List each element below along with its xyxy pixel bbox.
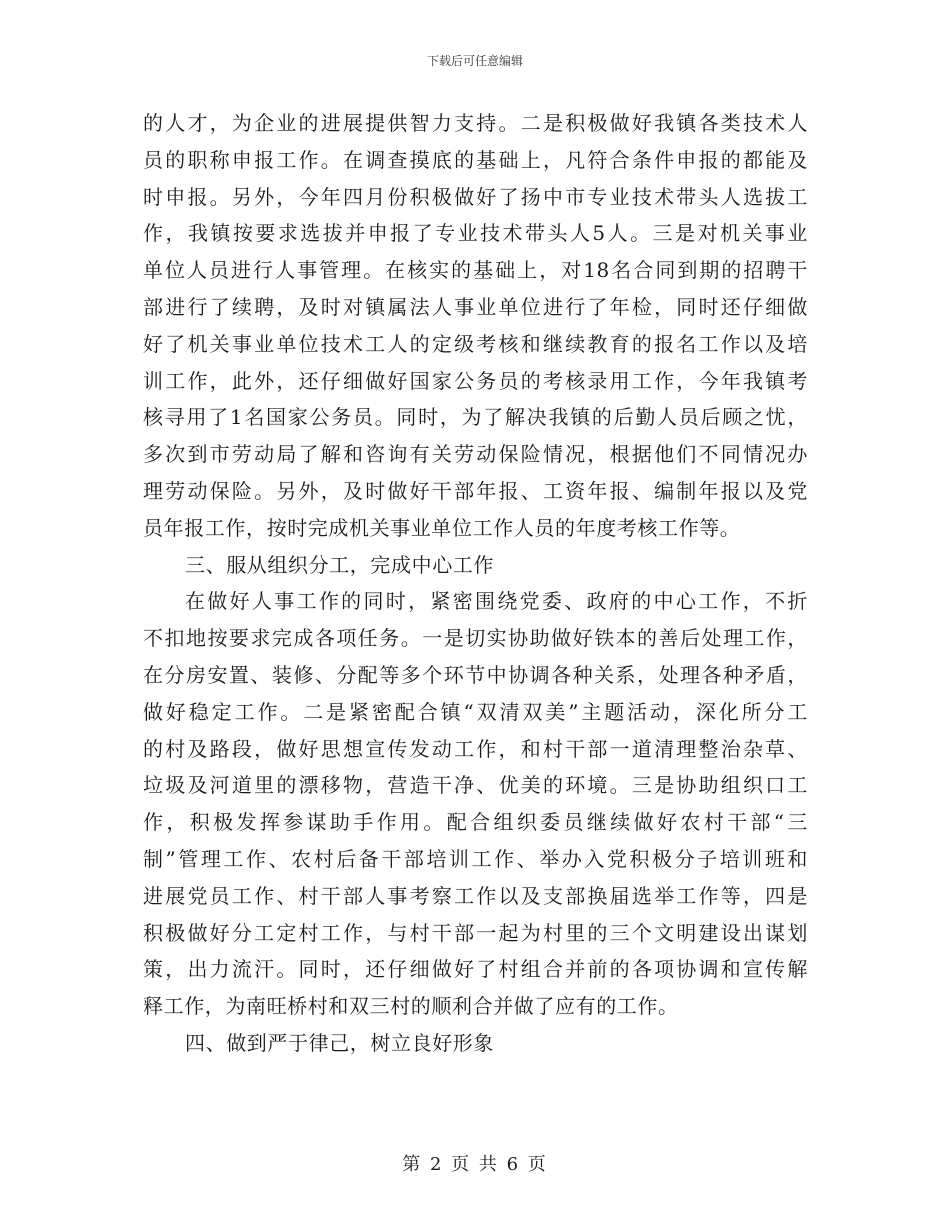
text-line: 员的职称申报工作。在调查摸底的基础上，凡符合条件申报的都能及	[143, 147, 808, 172]
text-line: 垃圾及河道里的漂移物，营造干净、优美的环境。三是协助组织口工	[143, 773, 808, 798]
text-line: 积极做好分工定村工作，与村干部一起为村里的三个文明建设出谋划	[143, 920, 808, 945]
text-line: 好了机关事业单位技术工人的定级考核和继续教育的报名工作以及培	[143, 331, 808, 356]
text-line: 作，我镇按要求选拔并申报了专业技术带头人5人。三是对机关事业	[143, 221, 808, 246]
document-body	[143, 105, 808, 1062]
text-line: 训工作，此外，还仔细做好国家公务员的考核录用工作，今年我镇考	[143, 368, 808, 393]
text-line: 时申报。另外，今年四月份积极做好了扬中市专业技术带头人选拔工	[143, 184, 808, 209]
text-line: 在做好人事工作的同时，紧密围绕党委、政府的中心工作，不折	[185, 589, 808, 614]
text-line: 作，积极发挥参谋助手作用。配合组织委员继续做好农村干部“三	[143, 810, 808, 835]
section-heading-4: 四、做到严于律己，树立良好形象	[185, 1030, 494, 1055]
text-line: 做好稳定工作。二是紧密配合镇“双清双美”主题活动，深化所分工	[143, 699, 808, 724]
page-number-footer: 第 2 页 共 6 页	[402, 1154, 548, 1175]
text-line: 部进行了续聘，及时对镇属法人事业单位进行了年检，同时还仔细做	[143, 294, 808, 319]
text-line: 释工作，为南旺桥村和双三村的顺利合并做了应有的工作。	[143, 994, 679, 1019]
page-header: 下载后可任意编辑	[426, 54, 523, 68]
text-line: 进展党员工作、村干部人事考察工作以及支部换届选举工作等，四是	[143, 883, 808, 908]
text-line: 不扣地按要求完成各项任务。一是切实协助做好铁本的善后处理工作，	[143, 626, 808, 651]
text-line: 单位人员进行人事管理。在核实的基础上，对18名合同到期的招聘干	[143, 258, 808, 283]
text-line: 策，出力流汗。同时，还仔细做好了村组合并前的各项协调和宣传解	[143, 957, 808, 982]
paragraph-1	[143, 105, 808, 547]
text-line: 制”管理工作、农村后备干部培训工作、举办入党积极分子培训班和	[143, 846, 808, 871]
text-line: 员年报工作，按时完成机关事业单位工作人员的年度考核工作等。	[143, 515, 741, 540]
text-line: 在分房安置、装修、分配等多个环节中协调各种关系，处理各种矛盾，	[143, 662, 808, 687]
text-line: 核寻用了1名国家公务员。同时，为了解决我镇的后勤人员后顾之忧，	[143, 405, 808, 430]
section-heading-3: 三、服从组织分工，完成中心工作	[185, 552, 494, 577]
paragraph-2	[143, 583, 808, 1025]
text-line: 多次到市劳动局了解和咨询有关劳动保险情况，根据他们不同情况办	[143, 442, 808, 467]
text-line: 的人才，为企业的进展提供智力支持。二是积极做好我镇各类技术人	[143, 111, 808, 135]
text-line: 理劳动保险。另外，及时做好干部年报、工资年报、编制年报以及党	[143, 478, 808, 503]
text-line: 的村及路段，做好思想宣传发动工作，和村干部一道清理整治杂草、	[143, 736, 808, 761]
